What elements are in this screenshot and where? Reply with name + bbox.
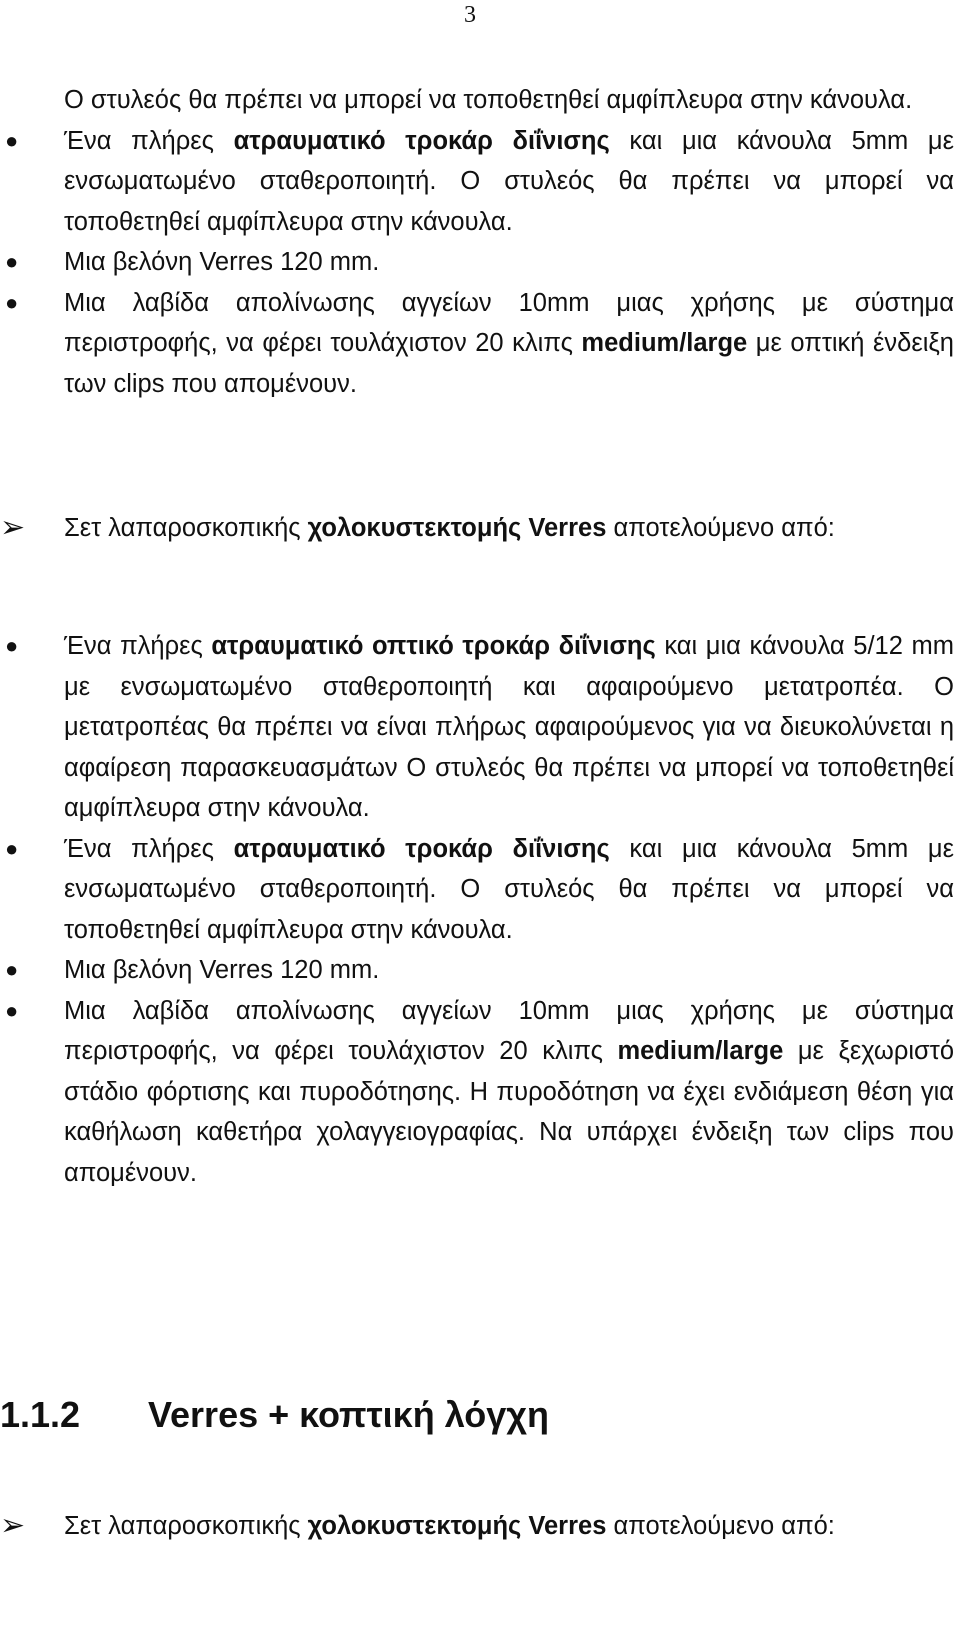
- section-2: [5, 626, 955, 1193]
- arrow-bullet-icon: ➢: [0, 511, 26, 544]
- set-title-1: ➢ Σετ λαπαροσκοπικής χολοκυστεκτομής Verres αποτελούμενο από:: [64, 508, 954, 549]
- list-item: ● Μια λαβίδα απολίνωσης αγγείων 10mm μιας χρήσης με σύστημα περιστροφής, να φέρει τουλάχιστον 20 κλιπς medium/large με οπτική ένδειξη των clips που απομένουν.: [64, 283, 954, 405]
- bullet-icon: ●: [5, 997, 19, 1023]
- list-item: ● Μια λαβίδα απολίνωσης αγγείων 10mm μιας χρήσης με σύστημα περιστροφής, να φέρει τουλάχιστον 20 κλιπς medium/large με ξεχωριστό στάδιο φόρτισης και πυροδότησης. Η πυροδότηση να έχει ενδιάμεση θέση για καθήλωση καθετήρα χολαγγειογραφίας. Να υπάρχει ένδειξη των clips που απομένουν.: [64, 991, 954, 1194]
- bullet-icon: ●: [5, 249, 19, 274]
- bullet-icon: ●: [5, 633, 19, 658]
- bullet-icon: ●: [5, 957, 19, 982]
- section-heading: [0, 1392, 549, 1438]
- list-item: ● Ένα πλήρες ατραυματικό τροκάρ διΐνισης και μια κάνουλα 5mm με ενσωματωμένο σταθεροποιητή. Ο στυλεός θα πρέπει να μπορεί να τοποθετηθεί αμφίπλευρα στην κάνουλα.: [64, 121, 954, 243]
- section-1: [5, 80, 954, 404]
- paragraph-intro: Ο στυλεός θα πρέπει να μπορεί να τοποθετηθεί αμφίπλευρα στην κάνουλα.: [64, 86, 913, 114]
- list-item: ● Μια βελόνη Verres 120 mm.: [64, 950, 954, 991]
- heading-title: Verres + κοπτική λόγχη: [148, 1394, 550, 1435]
- page-number: 3: [464, 2, 476, 28]
- list-item: ● Ένα πλήρες ατραυματικό οπτικό τροκάρ διΐνισης και μια κάνουλα 5/12 mm με ενσωματωμένο σταθεροποιητή και αφαιρούμενο μετατροπέα. Ο μετατροπέας θα πρέπει να είναι πλήρως αφαιρούμενος για να διευκολύνεται η αφαίρεση παρασκευασμάτων Ο στυλεός θα πρέπει να μπορεί να τοποθετηθεί αμφίπλευρα στην κάνουλα.: [64, 626, 954, 829]
- heading-number: 1.1.2: [0, 1394, 81, 1435]
- list-item: ● Μια βελόνη Verres 120 mm.: [64, 242, 954, 283]
- bullet-icon: ●: [5, 289, 19, 315]
- arrow-bullet-icon: ➢: [0, 1509, 26, 1542]
- list-item: ● Ένα πλήρες ατραυματικό τροκάρ διΐνισης και μια κάνουλα 5mm με ενσωματωμένο σταθεροποιητή. Ο στυλεός θα πρέπει να μπορεί να τοποθετηθεί αμφίπλευρα στην κάνουλα.: [64, 829, 954, 951]
- bullet-icon: ●: [5, 127, 19, 153]
- bullet-icon: ●: [5, 835, 19, 861]
- set-title-2: ➢ Σετ λαπαροσκοπικής χολοκυστεκτομής Verres αποτελούμενο από:: [64, 1506, 954, 1547]
